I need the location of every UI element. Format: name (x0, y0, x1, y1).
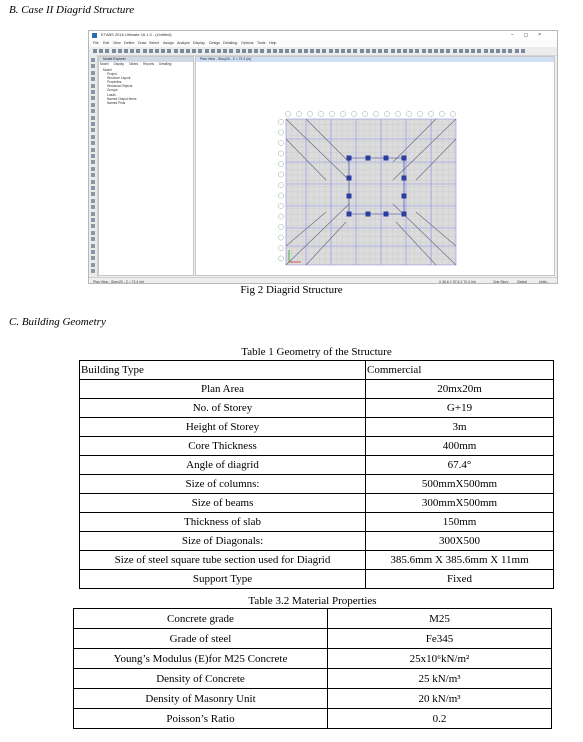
table-row (80, 380, 554, 399)
grid-bubble (278, 214, 283, 219)
tree-item-structure-layout[interactable]: Structure Layout (107, 76, 131, 81)
table-cell: Building Type (80, 361, 366, 380)
table-row (80, 418, 554, 437)
grid-bubble (278, 256, 283, 261)
toolbar-tool-icon[interactable] (180, 49, 184, 53)
toolbar-tool-icon[interactable] (434, 49, 438, 53)
grid-bubble (278, 119, 283, 124)
menu-options[interactable]: Options (241, 41, 254, 45)
toolbar-tool-icon[interactable] (229, 49, 233, 53)
draw-tool-icon[interactable] (91, 103, 95, 107)
draw-tool-icon[interactable] (91, 256, 95, 260)
draw-tool-icon[interactable] (91, 167, 95, 171)
grid-bubble (278, 235, 283, 240)
toolbar-tool-icon[interactable] (453, 49, 457, 53)
toolbar-tool-icon[interactable] (205, 49, 209, 53)
toolbar-tool-icon[interactable] (409, 49, 413, 53)
draw-tool-icon[interactable] (91, 135, 95, 139)
tab-model[interactable]: Model (100, 62, 109, 66)
toolbar-tool-icon[interactable] (93, 49, 97, 53)
toolbar-tool-icon[interactable] (198, 49, 202, 53)
grid-bubble (278, 130, 283, 135)
grid-bubble (329, 111, 334, 116)
draw-tool-icon[interactable] (91, 58, 95, 62)
table-cell: Angle of diagrid (80, 456, 366, 475)
material-table (73, 608, 552, 729)
model-tree (103, 68, 136, 105)
grid-bubble (278, 140, 283, 145)
grid-bubble (362, 111, 367, 116)
table-cell: G+19 (366, 399, 554, 418)
toolbar-tool-icon[interactable] (329, 49, 333, 53)
toolbar-tool-icon[interactable] (341, 49, 345, 53)
table-cell: 150mm (366, 513, 554, 532)
etabs-screenshot (88, 30, 558, 284)
table-row (80, 456, 554, 475)
toolbar-tool-icon[interactable] (298, 49, 302, 53)
table-row (74, 609, 552, 629)
maximize-icon[interactable]: ◻ (523, 32, 539, 38)
table-row (80, 475, 554, 494)
table-cell: 25x10⁶kN/m² (328, 649, 552, 669)
grid-bubble (439, 111, 444, 116)
menu-select[interactable]: Select (149, 41, 159, 45)
figure-caption: Fig 2 Diagrid Structure (240, 284, 343, 296)
grid-bubble (450, 111, 455, 116)
table-cell: 0.2 (328, 709, 552, 729)
model-explorer-title: Model Explorer (99, 57, 193, 62)
menu-help[interactable]: Help (269, 41, 277, 45)
toolbar-tool-icon[interactable] (428, 49, 432, 53)
grid-bubble (373, 111, 378, 116)
status-story[interactable]: One Story (493, 279, 509, 284)
draw-tool-icon[interactable] (91, 212, 95, 216)
toolbar-tool-icon[interactable] (422, 49, 426, 53)
table-cell: Density of Masonry Unit (74, 689, 328, 709)
etabs-app-icon (92, 33, 97, 38)
toolbar-tool-icon[interactable] (236, 49, 240, 53)
draw-tool-icon[interactable] (91, 244, 95, 248)
status-global[interactable]: Global (517, 279, 527, 284)
table-cell: Support Type (80, 570, 366, 589)
toolbar-tool-icon[interactable] (322, 49, 326, 53)
toolbar-tool-icon[interactable] (124, 49, 128, 53)
tab-tables[interactable]: Tables (128, 62, 139, 66)
table-cell: 400mm (366, 437, 554, 456)
toolbar-tool-icon[interactable] (403, 49, 407, 53)
table-row (74, 629, 552, 649)
table-cell: Fixed (366, 570, 554, 589)
grid-bubble (278, 245, 283, 250)
status-units[interactable]: Units... (539, 279, 550, 284)
table-row (74, 689, 552, 709)
section-b-heading: B. Case II Diagrid Structure (9, 4, 135, 16)
toolbar-tool-icon[interactable] (446, 49, 450, 53)
table-cell: Size of beams (80, 494, 366, 513)
window-title: ETABS 2016 Ultimate 16.1.0 - (Untitled) (101, 32, 172, 37)
menu-assign[interactable]: Assign (163, 41, 174, 45)
grid-bubble (278, 172, 283, 177)
close-icon[interactable]: × (538, 32, 551, 38)
table-row (80, 551, 554, 570)
tree-item-properties[interactable]: Properties (107, 80, 122, 85)
window-controls[interactable] (511, 32, 551, 38)
table-row (74, 709, 552, 729)
draw-tool-icon[interactable] (91, 237, 95, 241)
table-cell: 67.4° (366, 456, 554, 475)
table-row (80, 437, 554, 456)
toolbar-tool-icon[interactable] (391, 49, 395, 53)
toolbar-tool-icon[interactable] (521, 49, 525, 53)
tab-detailing[interactable]: Detailing (159, 62, 172, 66)
menu-file[interactable]: File (93, 41, 99, 45)
tab-reports[interactable]: Reports (142, 62, 155, 66)
table-cell: Fe345 (328, 629, 552, 649)
draw-tool-icon[interactable] (91, 205, 95, 209)
toolbar-tool-icon[interactable] (118, 49, 122, 53)
draw-tool-icon[interactable] (91, 250, 95, 254)
toolbar-tool-icon[interactable] (105, 49, 109, 53)
toolbar-tool-icon[interactable] (161, 49, 165, 53)
toolbar-tool-icon[interactable] (440, 49, 444, 53)
status-coords: X 36.6 Y 57.6 Z 72.4 (m) (439, 279, 477, 284)
draw-tool-icon[interactable] (91, 154, 95, 158)
draw-tool-icon[interactable] (91, 71, 95, 75)
toolbar-tool-icon[interactable] (366, 49, 370, 53)
draw-tool-icon[interactable] (91, 96, 95, 100)
tree-item-model[interactable]: Model (103, 68, 112, 72)
toolbar-tool-icon[interactable] (496, 49, 500, 53)
window-titlebar (89, 31, 557, 40)
grid-bubble (278, 203, 283, 208)
tree-item-named-plots[interactable]: Named Plots (107, 100, 126, 105)
table-cell: Plan Area (80, 380, 366, 399)
draw-tool-icon[interactable] (91, 224, 95, 228)
table-row (80, 399, 554, 418)
toolbar-tool-icon[interactable] (248, 49, 252, 53)
draw-tool-icon[interactable] (91, 263, 95, 267)
toolbar-tool-icon[interactable] (254, 49, 258, 53)
toolbar-tool-icon[interactable] (477, 49, 481, 53)
draw-tool-icon[interactable] (91, 84, 95, 88)
table-cell: 300mmX500mm (366, 494, 554, 513)
toolbar-tool-icon[interactable] (223, 49, 227, 53)
table2-title: Table 3.2 Material Properties (248, 595, 377, 607)
toolbar-tool-icon[interactable] (291, 49, 295, 53)
table-cell: 300X500 (366, 532, 554, 551)
toolbar-tool-icon[interactable] (465, 49, 469, 53)
toolbar-tool-icon[interactable] (384, 49, 388, 53)
tree-item-groups[interactable]: Groups (107, 88, 118, 93)
table-cell: 3m (366, 418, 554, 437)
toolbar-tool-icon[interactable] (149, 49, 153, 53)
draw-tool-icon[interactable] (91, 160, 95, 164)
draw-tool-icon[interactable] (91, 199, 95, 203)
table-cell: Grade of steel (74, 629, 328, 649)
model-explorer-pane (98, 56, 194, 276)
toolbar-tool-icon[interactable] (347, 49, 351, 53)
draw-tool-icon[interactable] (91, 141, 95, 145)
table-row (74, 649, 552, 669)
table-row (80, 494, 554, 513)
menu-draw[interactable]: Draw (138, 41, 147, 45)
table-cell: Commercial (366, 361, 554, 380)
draw-tool-icon[interactable] (91, 186, 95, 190)
status-view: Plan View - Story20 - Z = 72.4 (m) (93, 279, 145, 284)
table-cell: Thickness of slab (80, 513, 366, 532)
grid-bubble (351, 111, 356, 116)
draw-tool-icon[interactable] (91, 148, 95, 152)
tab-display[interactable]: Display (113, 62, 125, 66)
table-row (74, 669, 552, 689)
grid-bubble (296, 111, 301, 116)
explorer-tabs (100, 62, 175, 67)
toolbar-tool-icon[interactable] (502, 49, 506, 53)
toolbar-tool-icon[interactable] (397, 49, 401, 53)
toolbar-tool-icon[interactable] (515, 49, 519, 53)
grid-bubble (278, 193, 283, 198)
draw-tool-icon[interactable] (91, 90, 95, 94)
toolbar-tool-icon[interactable] (360, 49, 364, 53)
status-bar (89, 277, 557, 284)
section-c-heading: C. Building Geometry (9, 316, 106, 328)
main-toolbar (89, 47, 557, 56)
tree-item-loads[interactable]: Loads (107, 92, 116, 97)
table-cell: 25 kN/m³ (328, 669, 552, 689)
table-row (80, 361, 554, 380)
toolbar-tool-icon[interactable] (316, 49, 320, 53)
toolbar-tool-icon[interactable] (267, 49, 271, 53)
table-cell: 385.6mm X 385.6mm X 11mm (366, 551, 554, 570)
toolbar-tool-icon[interactable] (378, 49, 382, 53)
table-cell: Height of Storey (80, 418, 366, 437)
draw-tool-icon[interactable] (91, 180, 95, 184)
grid-bubble (395, 111, 400, 116)
menu-define[interactable]: Define (124, 41, 135, 45)
draw-tool-icon[interactable] (91, 122, 95, 126)
table-cell: 20mx20m (366, 380, 554, 399)
menu-display[interactable]: Display (193, 41, 205, 45)
minimize-icon[interactable]: − (511, 32, 524, 38)
table-cell: Size of steel square tube section used for Diagrid (80, 551, 366, 570)
menu-tools[interactable]: Tools (257, 41, 266, 45)
toolbar-tool-icon[interactable] (353, 49, 357, 53)
toolbar-tool-icon[interactable] (490, 49, 494, 53)
table-row (80, 570, 554, 589)
toolbar-tool-icon[interactable] (217, 49, 221, 53)
toolbar-tool-icon[interactable] (130, 49, 134, 53)
toolbar-tool-icon[interactable] (471, 49, 475, 53)
table-cell: Size of columns: (80, 475, 366, 494)
toolbar-tool-icon[interactable] (335, 49, 339, 53)
table-cell: Size of Diagonals: (80, 532, 366, 551)
table-cell: 500mmX500mm (366, 475, 554, 494)
grid-bubble (285, 111, 290, 116)
table-cell: Core Thickness (80, 437, 366, 456)
grid-bubble (417, 111, 422, 116)
toolbar-tool-icon[interactable] (459, 49, 463, 53)
toolbar-tool-icon[interactable] (372, 49, 376, 53)
draw-tool-icon[interactable] (91, 64, 95, 68)
toolbar-tool-icon[interactable] (242, 49, 246, 53)
draw-tool-icon[interactable] (91, 173, 95, 177)
plan-view-drawing[interactable] (196, 62, 554, 275)
table-cell: M25 (328, 609, 552, 629)
menu-detailing[interactable]: Detailing (223, 41, 237, 45)
grid-bubble (278, 151, 283, 156)
toolbar-tool-icon[interactable] (186, 49, 190, 53)
tree-item-structural-objects[interactable]: Structural Objects (107, 84, 133, 89)
drawing-toolbar (89, 55, 98, 277)
toolbar-tool-icon[interactable] (143, 49, 147, 53)
table-cell: Concrete grade (74, 609, 328, 629)
table-row (80, 532, 554, 551)
table-cell: No. of Storey (80, 399, 366, 418)
draw-tool-icon[interactable] (91, 192, 95, 196)
tree-item-project[interactable]: Project (107, 72, 117, 77)
toolbar-tool-icon[interactable] (260, 49, 264, 53)
draw-tool-icon[interactable] (91, 128, 95, 132)
plan-view-pane[interactable] (195, 56, 555, 276)
toolbar-tool-icon[interactable] (211, 49, 215, 53)
draw-tool-icon[interactable] (91, 231, 95, 235)
grid-bubble (428, 111, 433, 116)
grid-bubble (406, 111, 411, 116)
draw-tool-icon[interactable] (91, 218, 95, 222)
menu-view[interactable]: View (113, 41, 121, 45)
toolbar-tool-icon[interactable] (484, 49, 488, 53)
toolbar-tool-icon[interactable] (174, 49, 178, 53)
toolbar-tool-icon[interactable] (285, 49, 289, 53)
menu-edit[interactable]: Edit (103, 41, 110, 45)
table-row (80, 513, 554, 532)
plan-view-title: Plan View - Story20 - Z = 72.4 (m) (196, 57, 554, 62)
menu-design[interactable]: Design (209, 41, 221, 45)
tree-item-named-output-items[interactable]: Named Output Items (107, 96, 137, 101)
grid-bubble (384, 111, 389, 116)
draw-tool-icon[interactable] (91, 109, 95, 113)
menu-bar (89, 40, 557, 47)
draw-tool-icon[interactable] (91, 77, 95, 81)
toolbar-tool-icon[interactable] (136, 49, 140, 53)
table-cell: Young’s Modulus (E)for M25 Concrete (74, 649, 328, 669)
grid-bubble (278, 182, 283, 187)
toolbar-tool-icon[interactable] (155, 49, 159, 53)
draw-tool-icon[interactable] (91, 269, 95, 273)
grid-bubble (318, 111, 323, 116)
toolbar-tool-icon[interactable] (508, 49, 512, 53)
grid-bubble (278, 161, 283, 166)
toolbar-tool-icon[interactable] (167, 49, 171, 53)
draw-tool-icon[interactable] (91, 116, 95, 120)
toolbar-tool-icon[interactable] (415, 49, 419, 53)
toolbar-tool-icon[interactable] (279, 49, 283, 53)
table-cell: Density of Concrete (74, 669, 328, 689)
grid-bubble (307, 111, 312, 116)
toolbar-tool-icon[interactable] (192, 49, 196, 53)
toolbar-tool-icon[interactable] (112, 49, 116, 53)
table-cell: 20 kN/m³ (328, 689, 552, 709)
table1-title: Table 1 Geometry of the Structure (241, 346, 392, 358)
geometry-table (79, 360, 554, 589)
toolbar-tool-icon[interactable] (310, 49, 314, 53)
toolbar-tool-icon[interactable] (304, 49, 308, 53)
grid-bubble (340, 111, 345, 116)
grid-bubble (278, 224, 283, 229)
menu-analyze[interactable]: Analyze (177, 41, 190, 45)
toolbar-tool-icon[interactable] (99, 49, 103, 53)
table-cell: Poisson’s Ratio (74, 709, 328, 729)
toolbar-tool-icon[interactable] (273, 49, 277, 53)
